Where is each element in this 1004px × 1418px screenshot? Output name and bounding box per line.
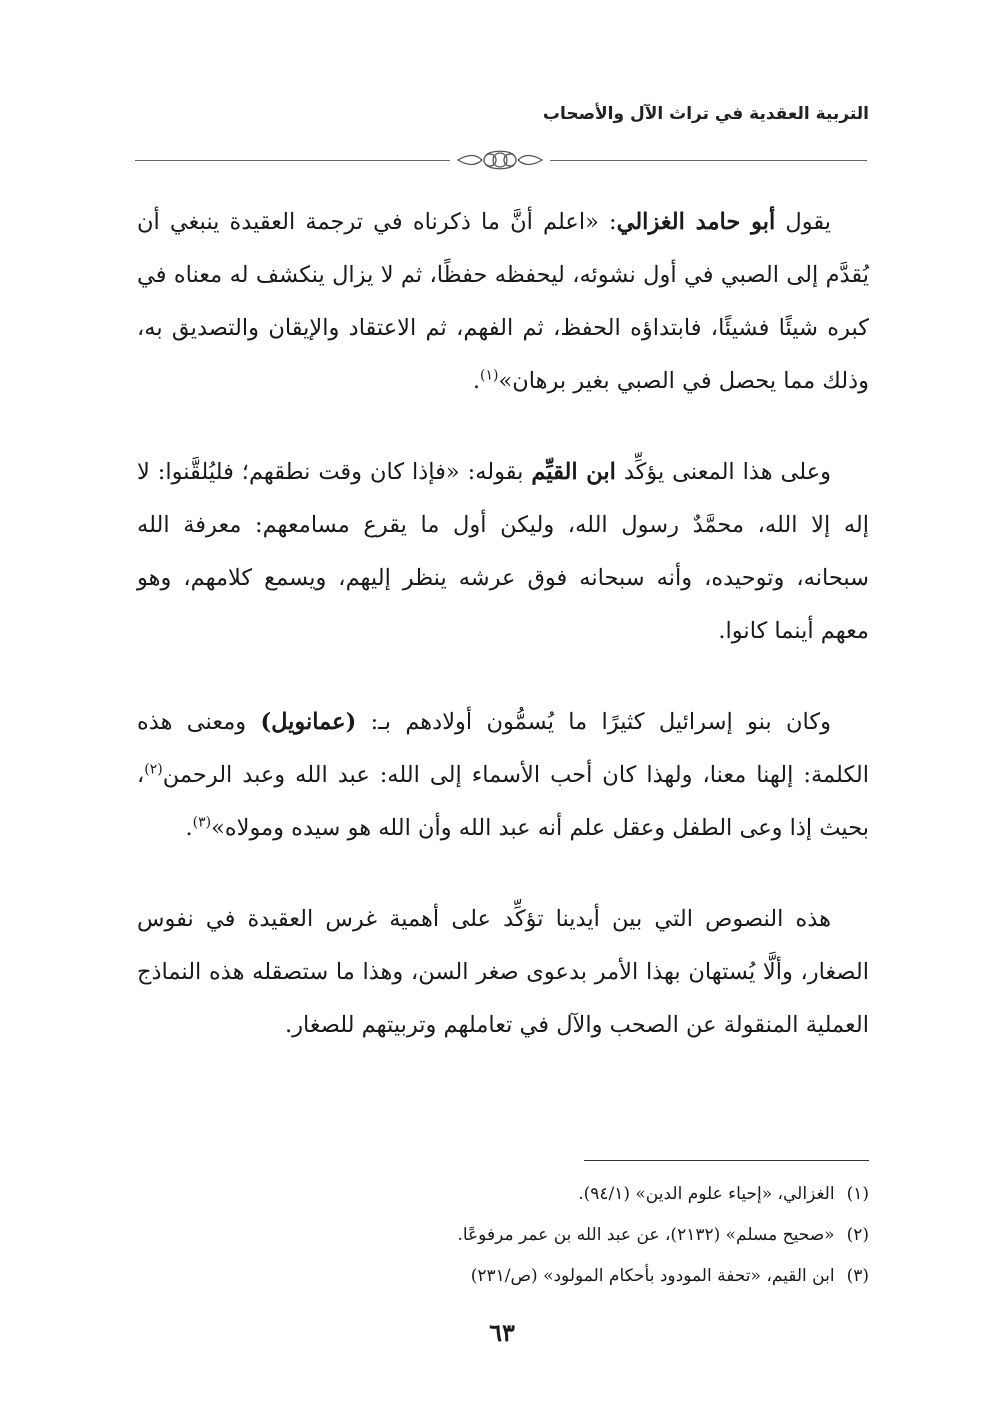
footnote-reference: (٢) (144, 761, 163, 778)
text-run: . (472, 368, 480, 394)
footnotes-section (137, 1174, 869, 1297)
text-run: ، بحيث إذا وعى الطفل وعقل علم أنه عبد الله وأن الله هو سيده ومولاه» (137, 762, 869, 841)
header-ornament-icon (450, 146, 550, 174)
footnote-reference: (١) (479, 367, 499, 384)
text-run: . (185, 815, 193, 841)
bold-name: أبو حامد الغزالي (616, 209, 776, 235)
footnote-number: (٢) (846, 1225, 869, 1245)
footnote-text: ابن القيم، «تحفة المودود بأحكام المولود» (ص/٢٣١) (470, 1266, 835, 1286)
body-paragraph (137, 196, 869, 408)
text-run: ومعنى هذه الكلمة: إلهنا معنا، ولهذا كان أحب الأسماء إلى الله: عبد الله وعبد الرحمن (137, 709, 869, 788)
body-paragraph (137, 446, 869, 658)
footnote-item (137, 1174, 869, 1215)
footnote-text: «صحيح مسلم» (٢١٣٢)، عن عبد الله بن عمر مرفوعًا. (457, 1225, 835, 1245)
text-run: يقول (775, 209, 831, 235)
footnote-divider (584, 1160, 869, 1161)
body-paragraph (137, 893, 869, 1052)
text-run: وكان بنو إسرائيل كثيرًا ما يُسمُّون أولادهم بـ: (356, 709, 831, 735)
bold-name: ابن القيِّم (531, 459, 616, 485)
page-number: ٦٣ (489, 1318, 515, 1347)
body-paragraph (137, 696, 869, 855)
bold-name: (عمانويل) (260, 709, 357, 735)
text-run: وعلى هذا المعنى يؤكِّد (615, 459, 831, 485)
text-run: بقوله: «فإذا كان وقت نطقهم؛ فليُلقَّنوا: لا إله إلا الله، محمَّدٌ رسول الله، وليكن أول ما يقرع مسامعهم: معرفة الله سبحانه، وتوحيده، وأنه سبحانه فوق عرشه ينظر إليهم، ويسمع كلامهم، وهو معهم أينما كانوا. (137, 459, 869, 644)
footnote-number: (٣) (846, 1266, 869, 1286)
text-run: : «اعلم أنَّ ما ذكرناه في ترجمة العقيدة ينبغي أن يُقدَّم إلى الصبي في أول نشوئه، ليحفظه حفظًا، ثم لا يزال ينكشف له معناه في كبره شيئًا فشيئًا، فابتداؤه الحفظ، ثم الفهم، ثم الاعتقاد والإيقان والتصديق به، وذلك مما يحصل في الصبي بغير برهان» (137, 209, 869, 394)
footnote-reference: (٣) (192, 814, 212, 831)
footnote-item (137, 1215, 869, 1256)
text-run: هذه النصوص التي بين أيدينا تؤكِّد على أهمية غرس العقيدة في نفوس الصغار، وألَّا يُستهان بهذا الأمر بدعوى صغر السن، وهذا ما ستصقله هذه النماذج العملية المنقولة عن الصحب والآل في تعاملهم وتربيتهم للصغار. (137, 906, 869, 1038)
footnote-item (137, 1256, 869, 1297)
running-header-title: التربية العقدية في تراث الآل والأصحاب (542, 104, 869, 124)
main-body-text (137, 196, 869, 1090)
footnote-number: (١) (846, 1184, 869, 1204)
footnote-text: الغزالي، «إحياء علوم الدين» (٩٤/١). (578, 1184, 835, 1204)
